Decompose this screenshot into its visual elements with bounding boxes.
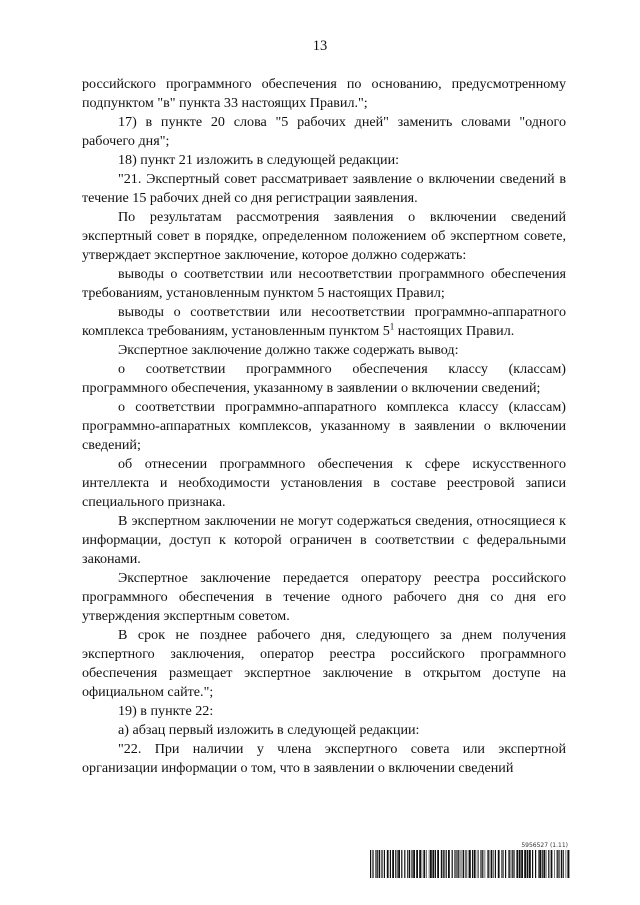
paragraph <box>82 265 566 303</box>
barcode-bar <box>409 850 410 878</box>
barcode-bar <box>381 850 382 878</box>
barcode-bar <box>532 850 533 878</box>
barcode-bar <box>395 850 396 878</box>
paragraph-text: 18) пункт 21 изложить в следующей редакции: <box>118 152 400 168</box>
barcode-bar <box>542 850 543 878</box>
paragraph-text: 17) в пункте 20 слова "5 рабочих дней" заменить словами "одного рабочего дня"; <box>82 114 566 149</box>
paragraph <box>82 721 566 740</box>
barcode-bar <box>566 850 567 878</box>
barcode-bar <box>377 850 378 878</box>
barcode-bar <box>554 850 555 878</box>
barcode-bar <box>558 850 559 878</box>
paragraph <box>82 512 566 569</box>
barcode-bar <box>387 850 389 878</box>
barcode-bar <box>430 850 432 878</box>
barcode-bar <box>401 850 402 878</box>
barcode-bar <box>429 850 430 878</box>
paragraph-text: об отнесении программного обеспечения к сфере искусственного интеллекта и необходимости установления в составе реестровой записи специального признака. <box>82 456 566 510</box>
barcode-bar <box>384 850 385 878</box>
paragraph-text: Экспертное заключение передается оператору реестра российского программного обеспечения в течение одного рабочего дня со дня его утверждения экспертным советом. <box>82 570 566 624</box>
barcode-bar <box>446 850 447 878</box>
barcode-bar <box>444 850 445 878</box>
barcode-bar <box>546 850 547 878</box>
barcode-bar <box>441 850 442 878</box>
barcode-bar <box>487 850 488 878</box>
barcode-bar <box>469 850 471 878</box>
paragraph <box>82 341 566 360</box>
paragraph-text: 19) в пункте 22: <box>118 703 214 719</box>
barcode-bar <box>495 850 496 878</box>
barcode-bar <box>390 850 391 878</box>
barcode-bar <box>567 850 569 878</box>
barcode-bar <box>472 850 473 878</box>
paragraph-text: о соответствии программного обеспечения классу (классам) программного обеспечения, указанному в заявлении о включении сведений; <box>82 361 566 396</box>
barcode-bar <box>505 850 506 878</box>
barcode-bar <box>404 850 405 878</box>
barcode-bar <box>423 850 425 878</box>
barcode-bar <box>432 850 434 878</box>
barcode-bar <box>448 850 450 878</box>
barcode-bar <box>557 850 558 878</box>
paragraph-text: а) абзац первый изложить в следующей редакции: <box>118 722 420 738</box>
paragraph <box>82 455 566 512</box>
paragraph <box>82 360 566 398</box>
barcode-bar <box>521 850 523 878</box>
page-number: 13 <box>312 38 328 54</box>
barcode-bar <box>452 850 453 878</box>
paragraph <box>82 398 566 455</box>
barcode-bar <box>516 850 518 878</box>
paragraph-text: российского программного обеспечения по основанию, предусмотренному подпунктом "в" пункта 33 настоящих Правил."; <box>82 76 566 111</box>
paragraph <box>82 151 566 170</box>
barcode-bar <box>465 850 466 878</box>
barcode-bar <box>463 850 464 878</box>
barcode-bar <box>370 850 371 878</box>
barcode-bar <box>485 850 486 878</box>
barcode-bar <box>548 850 549 878</box>
barcode-bar <box>455 850 456 878</box>
paragraph-text: "21. Экспертный совет рассматривает заявление о включении сведений в течение 15 рабочих дней со дня регистрации заявления. <box>82 171 566 206</box>
paragraph <box>82 303 566 341</box>
barcode-bar <box>529 850 531 878</box>
barcode-bar <box>416 850 418 878</box>
barcode-bar <box>477 850 478 878</box>
barcode-bar <box>538 850 539 878</box>
paragraph <box>82 170 566 208</box>
paragraph <box>82 75 566 113</box>
barcode-bar <box>461 850 462 878</box>
paragraph <box>82 702 566 721</box>
paragraph-text: выводы о соответствии или несоответствии программно-аппаратного комплекса требованиям, установленным пунктом 5 <box>82 304 566 339</box>
barcode-bar <box>543 850 545 878</box>
barcode-bar <box>480 850 481 878</box>
paragraph-text: выводы о соответствии или несоответствии программного обеспечения требованиям, установленным пунктом 5 настоящих Правил; <box>82 266 566 301</box>
paragraph-text: По результатам рассмотрения заявления о включении сведений экспертный совет в порядке, определенном положением об экспертном совете, утверждает экспертное заключение, которое должно содержать: <box>82 209 566 263</box>
barcode-bar <box>508 850 509 878</box>
barcode-bar <box>498 850 500 878</box>
barcode-bar <box>563 850 564 878</box>
barcode-bar <box>435 850 436 878</box>
paragraph <box>82 208 566 265</box>
barcode-bar <box>561 850 562 878</box>
barcode-bar <box>474 850 476 878</box>
paragraph-text-tail: настоящих Правил. <box>394 323 515 339</box>
barcode-bar <box>488 850 489 878</box>
barcode-bar <box>392 850 394 878</box>
barcode-bar <box>411 850 412 878</box>
paragraph-text: о соответствии программно-аппаратного комплекса классу (классам) программно-аппаратных комплексов, указанному в заявлении о включении сведений; <box>82 399 566 453</box>
barcode-bar <box>478 850 479 878</box>
paragraph <box>82 626 566 702</box>
barcode-bar <box>539 850 541 878</box>
barcode-bar <box>375 850 376 878</box>
superscript: 1 <box>389 321 395 332</box>
barcode-bar <box>426 850 427 878</box>
barcode-bar <box>493 850 494 878</box>
barcode-image <box>370 850 570 878</box>
paragraph-text: В срок не позднее рабочего дня, следующего за днем получения экспертного заключения, оператор реестра российского программного обеспечения размещает экспертное заключение в открытом доступе на официальном сайте."; <box>82 627 566 700</box>
barcode-block <box>370 842 570 883</box>
barcode-bar <box>503 850 504 878</box>
barcode-bar <box>462 850 463 878</box>
barcode-bar <box>524 850 526 878</box>
barcode-bar <box>443 850 444 878</box>
barcode-bar <box>519 850 521 878</box>
barcode-bar <box>535 850 536 878</box>
barcode-bar <box>482 850 483 878</box>
barcode-bar <box>407 850 408 878</box>
barcode-bar <box>398 850 400 878</box>
barcode-bar <box>413 850 415 878</box>
barcode-bar <box>551 850 553 878</box>
barcode-bar <box>372 850 373 878</box>
barcode-bar <box>379 850 380 878</box>
barcode-bar <box>419 850 421 878</box>
barcode-bar <box>456 850 457 878</box>
barcode-bar <box>458 850 459 878</box>
barcode-bar <box>509 850 510 878</box>
barcode-code: 5956527 (1.11) <box>521 842 568 849</box>
barcode-bar <box>512 850 513 878</box>
paragraph <box>82 113 566 151</box>
paragraph <box>82 740 566 778</box>
barcode-bar <box>513 850 514 878</box>
barcode-bar <box>491 850 493 878</box>
paragraph <box>82 569 566 626</box>
paragraph-text: Экспертное заключение должно также содержать вывод: <box>118 342 459 358</box>
barcode-bar <box>468 850 469 878</box>
barcode-bar <box>527 850 529 878</box>
barcode-bar <box>422 850 423 878</box>
paragraph-text: В экспертном заключении не могут содержаться сведения, относящиеся к информации, доступ к которой ограничен в соответствии с федеральными законами. <box>82 513 566 567</box>
paragraph-text: "22. При наличии у члена экспертного совета или экспертной организации информации о том, что в заявлении о включении сведений <box>82 741 566 776</box>
barcode-bar <box>397 850 398 878</box>
barcode-bar <box>501 850 502 878</box>
barcode-bar <box>437 850 439 878</box>
document-body <box>82 75 566 778</box>
barcode-bar <box>454 850 455 878</box>
